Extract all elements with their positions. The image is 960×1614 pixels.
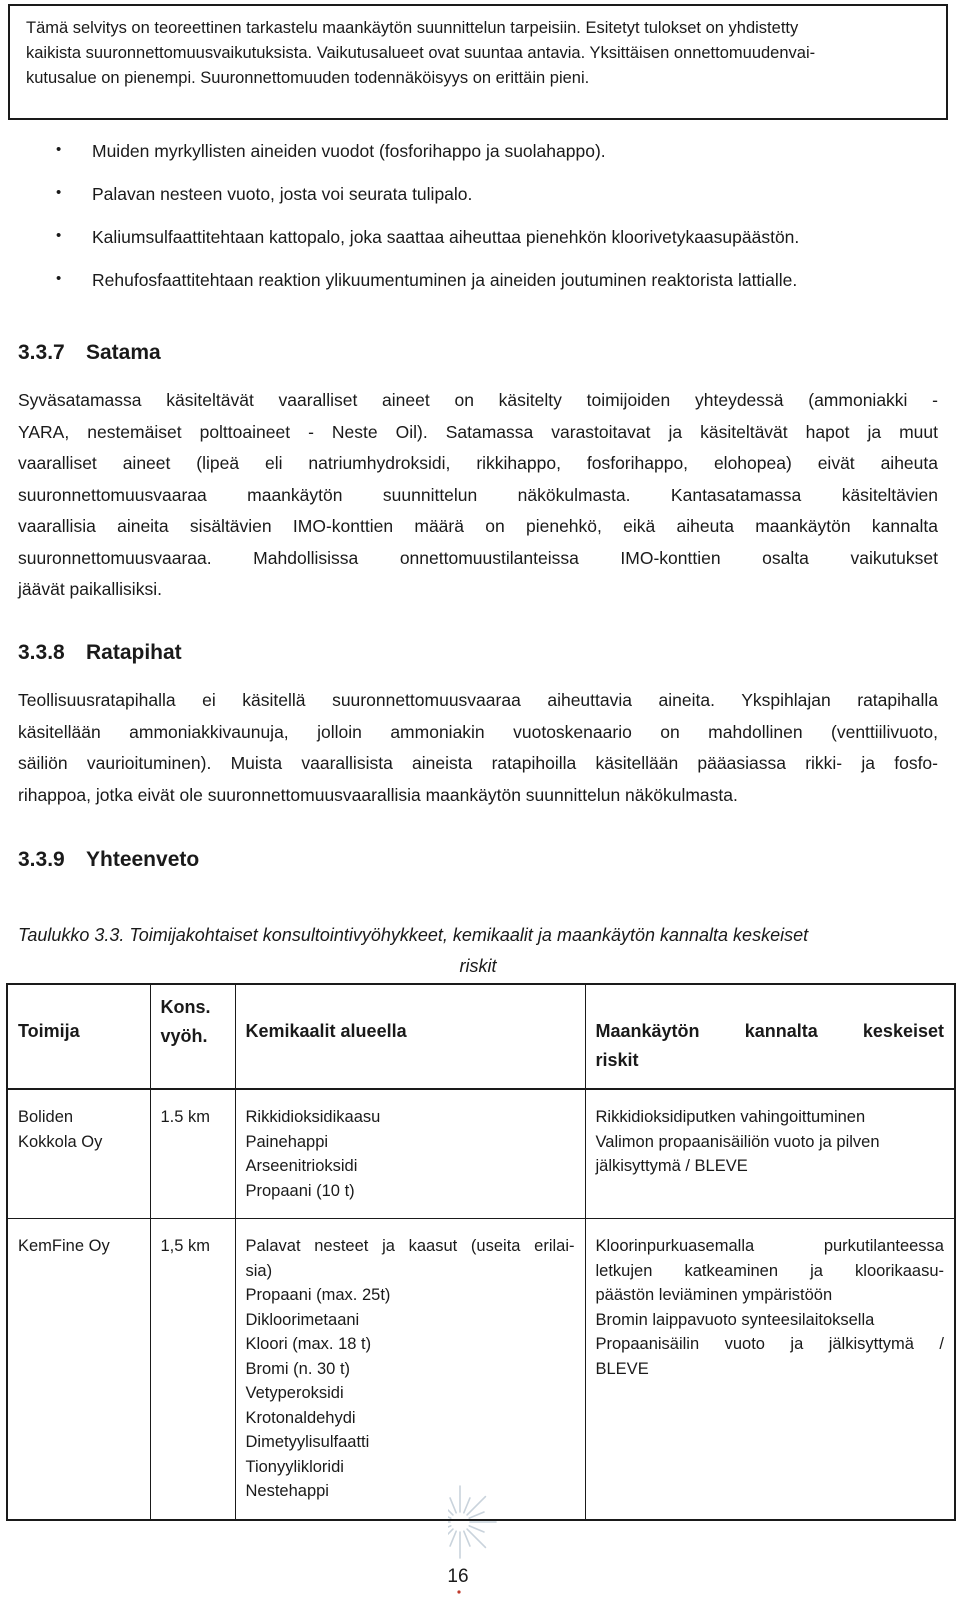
section-title: Yhteenveto	[86, 848, 200, 871]
paragraph-line: säiliön vaurioituminen). Muista vaarallisista aineista ratapihoilla käsitellään pääasiassa rikki- ja fosfo-	[18, 753, 938, 773]
cell-line: Bromi (n. 30 t)	[245, 1359, 351, 1378]
cell-riskit	[585, 1089, 955, 1219]
bullet-item	[40, 140, 940, 183]
cell-line: Rikkidioksidiputken vahingoittuminen	[595, 1108, 866, 1126]
bullet-item	[40, 269, 940, 312]
paragraph-line: Syväsatamassa käsiteltävät vaaralliset aineet on käsitelty toimijoiden yhteydessä (ammoniakki -	[18, 390, 938, 410]
satama-paragraph	[18, 385, 938, 606]
cell-vyohyke	[150, 1219, 235, 1520]
cell-line: Kokkola Oy	[18, 1132, 103, 1151]
cell-line: Boliden	[18, 1108, 74, 1126]
paragraph-line: vaaralliset aineet (lipeä eli natriumhydroksidi, rikkihappo, fosforihappo, elohopea) eivät aiheuta	[18, 453, 938, 473]
summary-table	[6, 983, 956, 1521]
sunburst-ray	[464, 1531, 470, 1546]
page-number: 16	[447, 1566, 469, 1587]
cell-vyohyke	[150, 1089, 235, 1219]
section-number: 3.3.7	[18, 341, 65, 364]
header-kons-line: vyöh.	[160, 1026, 208, 1046]
bullet-text: Palavan nesteen vuoto, josta voi seurata tulipalo.	[92, 184, 473, 204]
section-heading-satama	[18, 341, 161, 365]
sunburst-ray	[450, 1531, 456, 1546]
bullet-dot-icon: •	[56, 141, 62, 158]
bullet-dot-icon: •	[56, 184, 62, 201]
cell-kemikaalit	[235, 1089, 585, 1219]
paragraph-line: suuronnettomuusvaaraa maankäytön suunnittelun näkökulmasta. Kantasatamassa käsiteltävien	[18, 484, 938, 505]
table-row	[7, 1089, 955, 1219]
cell-line: BLEVE	[595, 1359, 649, 1378]
disclaimer-line: kaikista suuronnettomuusvaikutuksista. Vaikutusalueet ovat suuntaa antavia. Yksittäisen onnettomuudenvai-	[26, 44, 816, 62]
cell-line: letkujen katkeaminen ja kloorikaasu-	[595, 1261, 944, 1280]
cell-line: Dimetyylisulfaatti	[245, 1433, 370, 1451]
sunburst-ray	[464, 1498, 470, 1513]
cell-line: KemFine Oy	[18, 1237, 110, 1255]
ratapihat-paragraph	[18, 685, 938, 811]
section-heading-yhteenveto	[18, 848, 199, 872]
sunburst-ray	[450, 1498, 456, 1513]
sunburst-ray	[469, 1512, 484, 1518]
cell-toimija	[7, 1219, 150, 1520]
bullet-dot-icon: •	[56, 227, 62, 244]
cell-line: 1.5 km	[160, 1108, 211, 1126]
header-riskit-word: kannalta	[744, 1021, 818, 1041]
risk-bullet-list	[40, 140, 940, 312]
cell-line: päästön leviäminen ympäristöön	[595, 1286, 833, 1304]
cell-line: Kloori (max. 18 t)	[245, 1335, 372, 1353]
cell-line: Kloorinpurkuasemalla purkutilanteessa	[595, 1237, 944, 1255]
header-cell	[150, 984, 235, 1089]
cell-line: Krotonaldehydi	[245, 1408, 356, 1427]
cell-line: Dikloorimetaani	[245, 1310, 360, 1329]
paragraph-line: rihappoa, jotka eivät ole suuronnettomuusvaarallisia maankäytön suunnittelun näkökulmasta.	[18, 784, 738, 805]
section-title: Ratapihat	[86, 641, 182, 664]
bullet-item	[40, 226, 940, 269]
cell-line: Painehappi	[245, 1132, 329, 1151]
cell-line: jälkisyttymä / BLEVE	[595, 1157, 748, 1175]
cell-line: 1,5 km	[160, 1237, 211, 1255]
table-caption	[18, 920, 938, 982]
disclaimer-line: kutusalue on pienempi. Suuronnettomuuden todennäköisyys on erittäin pieni.	[26, 69, 590, 87]
header-cell	[7, 984, 150, 1089]
cell-riskit	[585, 1219, 955, 1520]
cell-line: Nestehappi	[245, 1482, 329, 1500]
cell-line: Rikkidioksidikaasu	[245, 1108, 381, 1126]
disclaimer-line: Tämä selvitys on teoreettinen tarkastelu maankäytön suunnittelun tarpeisiin. Esitetyt tulokset on yhdistetty	[26, 19, 799, 37]
paragraph-line: käsitellään ammoniakkivaunuja, jolloin ammoniakin vuotoskenaario on mahdollinen (venttiilivuoto,	[18, 721, 938, 742]
paragraph-line: Teollisuusratapihalla ei käsitellä suuronnettomuusvaaraa aiheuttavia aineita. Ykspihlajan ratapihalla	[18, 690, 938, 710]
header-riskit-line: riskit	[595, 1050, 639, 1070]
section-heading-ratapihat	[18, 641, 182, 665]
header-cell	[235, 984, 585, 1089]
bullet-dot-icon: •	[56, 270, 62, 287]
header-cell	[585, 984, 955, 1089]
paragraph-line: jäävät paikallisiksi.	[18, 579, 162, 599]
cell-line: Bromin laippavuoto synteesilaitoksella	[595, 1310, 875, 1329]
cell-line: Propaani (max. 25t)	[245, 1286, 391, 1304]
section-title: Satama	[86, 341, 161, 364]
cell-line: Tionyylikloridi	[245, 1457, 344, 1476]
header-kons-line: Kons.	[160, 997, 211, 1017]
header-riskit-word: Maankäytön	[595, 1021, 700, 1041]
header-toimija: Toimija	[18, 1021, 80, 1041]
header-kemikaalit: Kemikaalit alueella	[245, 1021, 407, 1041]
caption-line: riskit	[459, 956, 497, 976]
section-number: 3.3.8	[18, 641, 65, 664]
cell-line: Propaani (10 t)	[245, 1181, 355, 1200]
bullet-text: Muiden myrkyllisten aineiden vuodot (fosforihappo ja suolahappo).	[92, 141, 606, 161]
section-number: 3.3.9	[18, 848, 65, 871]
header-riskit-word: keskeiset	[862, 1021, 944, 1041]
cell-line: Vetyperoksidi	[245, 1384, 344, 1402]
sunburst-ray	[469, 1526, 484, 1532]
cell-line: Palavat nesteet ja kaasut (useita erilai-	[245, 1237, 575, 1255]
paragraph-line: vaarallisia aineita sisältävien IMO-konttien määrä on pienehkö, eikä aiheuta maankäytön kannalta	[18, 516, 938, 536]
cell-line: Valimon propaanisäiliön vuoto ja pilven	[595, 1132, 880, 1151]
table-header-row	[7, 984, 955, 1089]
cell-kemikaalit	[235, 1219, 585, 1520]
bullet-item	[40, 183, 940, 226]
disclaimer-box	[8, 4, 948, 120]
cell-line: sia)	[245, 1261, 273, 1280]
paragraph-line: YARA, nestemäiset polttoaineet - Neste Oil). Satamassa varastoitavat ja käsiteltävät hapot ja muut	[18, 421, 938, 442]
cell-toimija	[7, 1089, 150, 1219]
bullet-text: Rehufosfaattitehtaan reaktion ylikuumentuminen ja aineiden joutuminen reaktorista lattialle.	[92, 270, 798, 290]
logo-dot-icon	[457, 1590, 460, 1593]
cell-line: Arseenitrioksidi	[245, 1157, 358, 1175]
header-riskit-line	[596, 1017, 945, 1046]
bullet-text: Kaliumsulfaattitehtaan kattopalo, joka saattaa aiheuttaa pienehkön kloorivetykaasupäästön.	[92, 227, 800, 247]
caption-line: Taulukko 3.3. Toimijakohtaiset konsultointivyöhykkeet, kemikaalit ja maankäytön kannalta keskeiset	[18, 925, 809, 945]
cell-line: Propaanisäilin vuoto ja jälkisyttymä /	[595, 1335, 944, 1353]
paragraph-line: suuronnettomuusvaaraa. Mahdollisissa onnettomuustilanteissa IMO-konttien osalta vaikutukset	[18, 547, 938, 568]
